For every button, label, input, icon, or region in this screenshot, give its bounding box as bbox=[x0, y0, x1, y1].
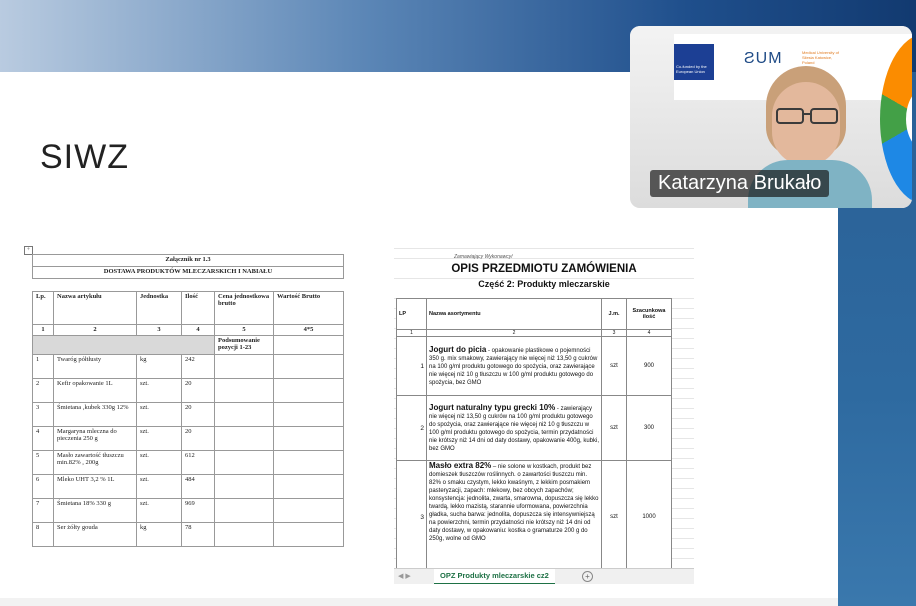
opz-row-lp[interactable]: 1 bbox=[397, 337, 427, 396]
row-total bbox=[274, 379, 344, 403]
col-num: 1 bbox=[397, 330, 427, 337]
table-row bbox=[33, 475, 344, 499]
spreadsheet-title: OPIS PRZEDMIOTU ZAMÓWIENIA bbox=[394, 263, 694, 275]
row-name: Ser żółty gouda bbox=[54, 523, 137, 547]
summary-row bbox=[33, 336, 344, 355]
opz-header-row bbox=[397, 299, 672, 330]
table-row bbox=[33, 427, 344, 451]
opz-row-qty[interactable]: 1000 bbox=[627, 461, 672, 569]
opz-row-desc: - zawierający nie więcej niż 13,50 g cukrów na 100 g/ml produktu gotowego do spożycia, oraz zawierające nie więcej niż 10 g tłuszczu w 100 g/ml produktu gotowego do spożycia, termin przydatności nie krótszy niż 14 dni od daty dostawy, opakowanie 400g, kubki, bez GMO bbox=[429, 405, 599, 452]
cut-off-text: Zamawiający Wykonawcy/ bbox=[454, 254, 513, 260]
opz-row bbox=[397, 337, 672, 396]
row-qty: 969 bbox=[182, 499, 215, 523]
opz-row-qty[interactable]: 300 bbox=[627, 396, 672, 461]
opz-row-clip bbox=[429, 462, 599, 566]
table-row bbox=[33, 379, 344, 403]
row-lp: 4 bbox=[33, 427, 54, 451]
eu-flag-text: Co-funded by the European Union bbox=[676, 64, 707, 74]
row-price bbox=[215, 451, 274, 475]
opz-row bbox=[397, 396, 672, 461]
sheet-tab-opz[interactable]: OPZ Produkty mleczarskie cz2 bbox=[434, 569, 555, 584]
opz-row-qty[interactable]: 900 bbox=[627, 337, 672, 396]
row-total bbox=[274, 355, 344, 379]
col-num: 2 bbox=[54, 325, 137, 336]
participant-name-label: Katarzyna Brukało bbox=[650, 170, 829, 197]
opz-row-jm[interactable]: szt bbox=[602, 337, 627, 396]
opz-row-lp[interactable]: 2 bbox=[397, 396, 427, 461]
row-unit: kg bbox=[137, 523, 182, 547]
opz-header-jm: J.m. bbox=[602, 299, 627, 330]
row-lp: 1 bbox=[33, 355, 54, 379]
table-title-line1: Załącznik nr 1.3 bbox=[33, 255, 344, 267]
col-num: 1 bbox=[33, 325, 54, 336]
row-total bbox=[274, 451, 344, 475]
row-price bbox=[215, 475, 274, 499]
row-name: Margaryna mleczna do pieczenia 250 g bbox=[54, 427, 137, 451]
row-name: Śmietana 18% 330 g bbox=[54, 499, 137, 523]
opz-row-name[interactable] bbox=[427, 337, 602, 396]
table-row bbox=[33, 451, 344, 475]
summary-label: Podsumowanie pozycji 1-23 bbox=[215, 336, 274, 355]
row-unit: kg bbox=[137, 355, 182, 379]
summary-value bbox=[274, 336, 344, 355]
products-table bbox=[32, 254, 344, 547]
opz-row bbox=[397, 461, 672, 569]
column-number-row bbox=[33, 325, 344, 336]
header-total: Wartość Brutto bbox=[274, 292, 344, 325]
row-total bbox=[274, 499, 344, 523]
col-num: 4*5 bbox=[274, 325, 344, 336]
row-price bbox=[215, 403, 274, 427]
summary-shaded-cell bbox=[33, 336, 215, 355]
table-row bbox=[33, 499, 344, 523]
table-row bbox=[33, 355, 344, 379]
header-name: Nazwa artykułu bbox=[54, 292, 137, 325]
table-spacer bbox=[33, 279, 344, 292]
col-num: 3 bbox=[602, 330, 627, 337]
col-num: 3 bbox=[137, 325, 182, 336]
opz-row-name[interactable] bbox=[427, 461, 602, 569]
col-num: 2 bbox=[427, 330, 602, 337]
opz-row-bold: Jogurt naturalny typu grecki 10% bbox=[429, 402, 556, 412]
slide-bottom-strip bbox=[0, 598, 838, 606]
row-total bbox=[274, 523, 344, 547]
sheet-nav-arrows-icon[interactable]: ◀ ▶ bbox=[398, 573, 411, 580]
col-num: 5 bbox=[215, 325, 274, 336]
col-num: 4 bbox=[182, 325, 215, 336]
sheet-tab-bar bbox=[394, 568, 694, 584]
row-qty: 78 bbox=[182, 523, 215, 547]
opz-header-name: Nazwa asortymentu bbox=[427, 299, 602, 330]
opz-row-lp[interactable]: 3 bbox=[397, 461, 427, 569]
row-name: Śmietana ,kubek 330g 12% bbox=[54, 403, 137, 427]
row-price bbox=[215, 379, 274, 403]
row-qty: 612 bbox=[182, 451, 215, 475]
row-unit: szt. bbox=[137, 475, 182, 499]
eu-flag-icon bbox=[674, 44, 714, 80]
header-unit: Jednostka bbox=[137, 292, 182, 325]
opz-row-desc: – nie solone w kostkach, produkt bez domieszek tłuszczów roślinnych. o zawartości tłuszczu min. 82% o smaku czystym, lekko kwaśnym, z lekkim posmakiem pasteryzacji, zapach: mlekowy, bez obcych zapachów; konsystencja: jednolita, zwarta, smarowna, dopuszcza się lekko twardą, lekko mazistą, starannie uformowana, powierzchnia gładka, sucha barwa: jednolita, dopuszcza się intensywniejszą na powierzchni, termin przydatności nie krótszy niż 14 dni od daty dostawy, w opakowaniu: kostka o gramaturze 200 g do 250g, wolne od GMO bbox=[429, 464, 599, 542]
spreadsheet-grid bbox=[394, 248, 694, 568]
glasses-icon bbox=[776, 108, 838, 122]
row-unit: szt. bbox=[137, 427, 182, 451]
opz-row-desc: - opakowanie plastikowe o pojemności 350 g. mix smakowy, zawierający nie więcej niż 13,50 g cukrów na 100 g/ml produktu gotowego do spożycia, oraz zawierające nie więcej niż 10 g tłuszczu w 100 g/ml produktu gotowego do spożycia, bez GMO bbox=[429, 347, 598, 386]
row-lp: 8 bbox=[33, 523, 54, 547]
row-price bbox=[215, 499, 274, 523]
row-unit: szt. bbox=[137, 451, 182, 475]
header-unit-price: Cena jednostkowa brutto bbox=[215, 292, 274, 325]
opz-header-lp: LP bbox=[397, 299, 427, 330]
slide-title: SIWZ bbox=[40, 138, 129, 176]
row-unit: szt. bbox=[137, 403, 182, 427]
table-row bbox=[33, 523, 344, 547]
opz-spreadsheet bbox=[394, 248, 694, 584]
row-name: Twaróg półtłusty bbox=[54, 355, 137, 379]
row-unit: szt. bbox=[137, 379, 182, 403]
row-qty: 20 bbox=[182, 427, 215, 451]
row-total bbox=[274, 427, 344, 451]
row-lp: 6 bbox=[33, 475, 54, 499]
row-unit: szt. bbox=[137, 499, 182, 523]
row-name: Mleko UHT 3,2 % 1L bbox=[54, 475, 137, 499]
siwz-table-document bbox=[24, 246, 346, 556]
header-lp: Lp. bbox=[33, 292, 54, 325]
participant-video-tile[interactable] bbox=[630, 26, 912, 208]
opz-row-name[interactable] bbox=[427, 396, 602, 461]
row-name: Kefir opakowanie 1L bbox=[54, 379, 137, 403]
opz-row-bold: Masło extra 82% bbox=[429, 462, 492, 470]
row-qty: 242 bbox=[182, 355, 215, 379]
row-total bbox=[274, 475, 344, 499]
table-title-line2: DOSTAWA PRODUKTÓW MLECZARSKICH I NABIAŁU bbox=[33, 267, 344, 279]
row-lp: 7 bbox=[33, 499, 54, 523]
row-qty: 484 bbox=[182, 475, 215, 499]
row-lp: 2 bbox=[33, 379, 54, 403]
header-qty: Ilość bbox=[182, 292, 215, 325]
row-qty: 20 bbox=[182, 403, 215, 427]
opz-row-bold: Jogurt do picia bbox=[429, 344, 487, 354]
row-price bbox=[215, 523, 274, 547]
opz-row-jm[interactable]: szt bbox=[602, 396, 627, 461]
row-lp: 3 bbox=[33, 403, 54, 427]
university-logo-tagline: Medical University of Silesia Katowice, Poland bbox=[802, 50, 839, 65]
row-qty: 20 bbox=[182, 379, 215, 403]
opz-table bbox=[396, 298, 672, 568]
spreadsheet-subtitle: Część 2: Produkty mleczarskie bbox=[394, 279, 694, 289]
row-price bbox=[215, 355, 274, 379]
person-face bbox=[772, 82, 840, 166]
row-price bbox=[215, 427, 274, 451]
col-num: 4 bbox=[627, 330, 672, 337]
opz-column-number-row bbox=[397, 330, 672, 337]
table-row bbox=[33, 403, 344, 427]
add-sheet-icon[interactable]: + bbox=[582, 571, 593, 582]
university-logo: ƧUM bbox=[744, 50, 783, 67]
row-total bbox=[274, 403, 344, 427]
table-move-handle-icon[interactable]: + bbox=[24, 246, 33, 255]
table-header-row bbox=[33, 292, 344, 325]
row-lp: 5 bbox=[33, 451, 54, 475]
row-name: Masło zawartość tłuszczu min.82% , 200g bbox=[54, 451, 137, 475]
opz-header-qty: Szacunkowa ilość bbox=[627, 299, 672, 330]
opz-row-jm[interactable]: szt bbox=[602, 461, 627, 569]
